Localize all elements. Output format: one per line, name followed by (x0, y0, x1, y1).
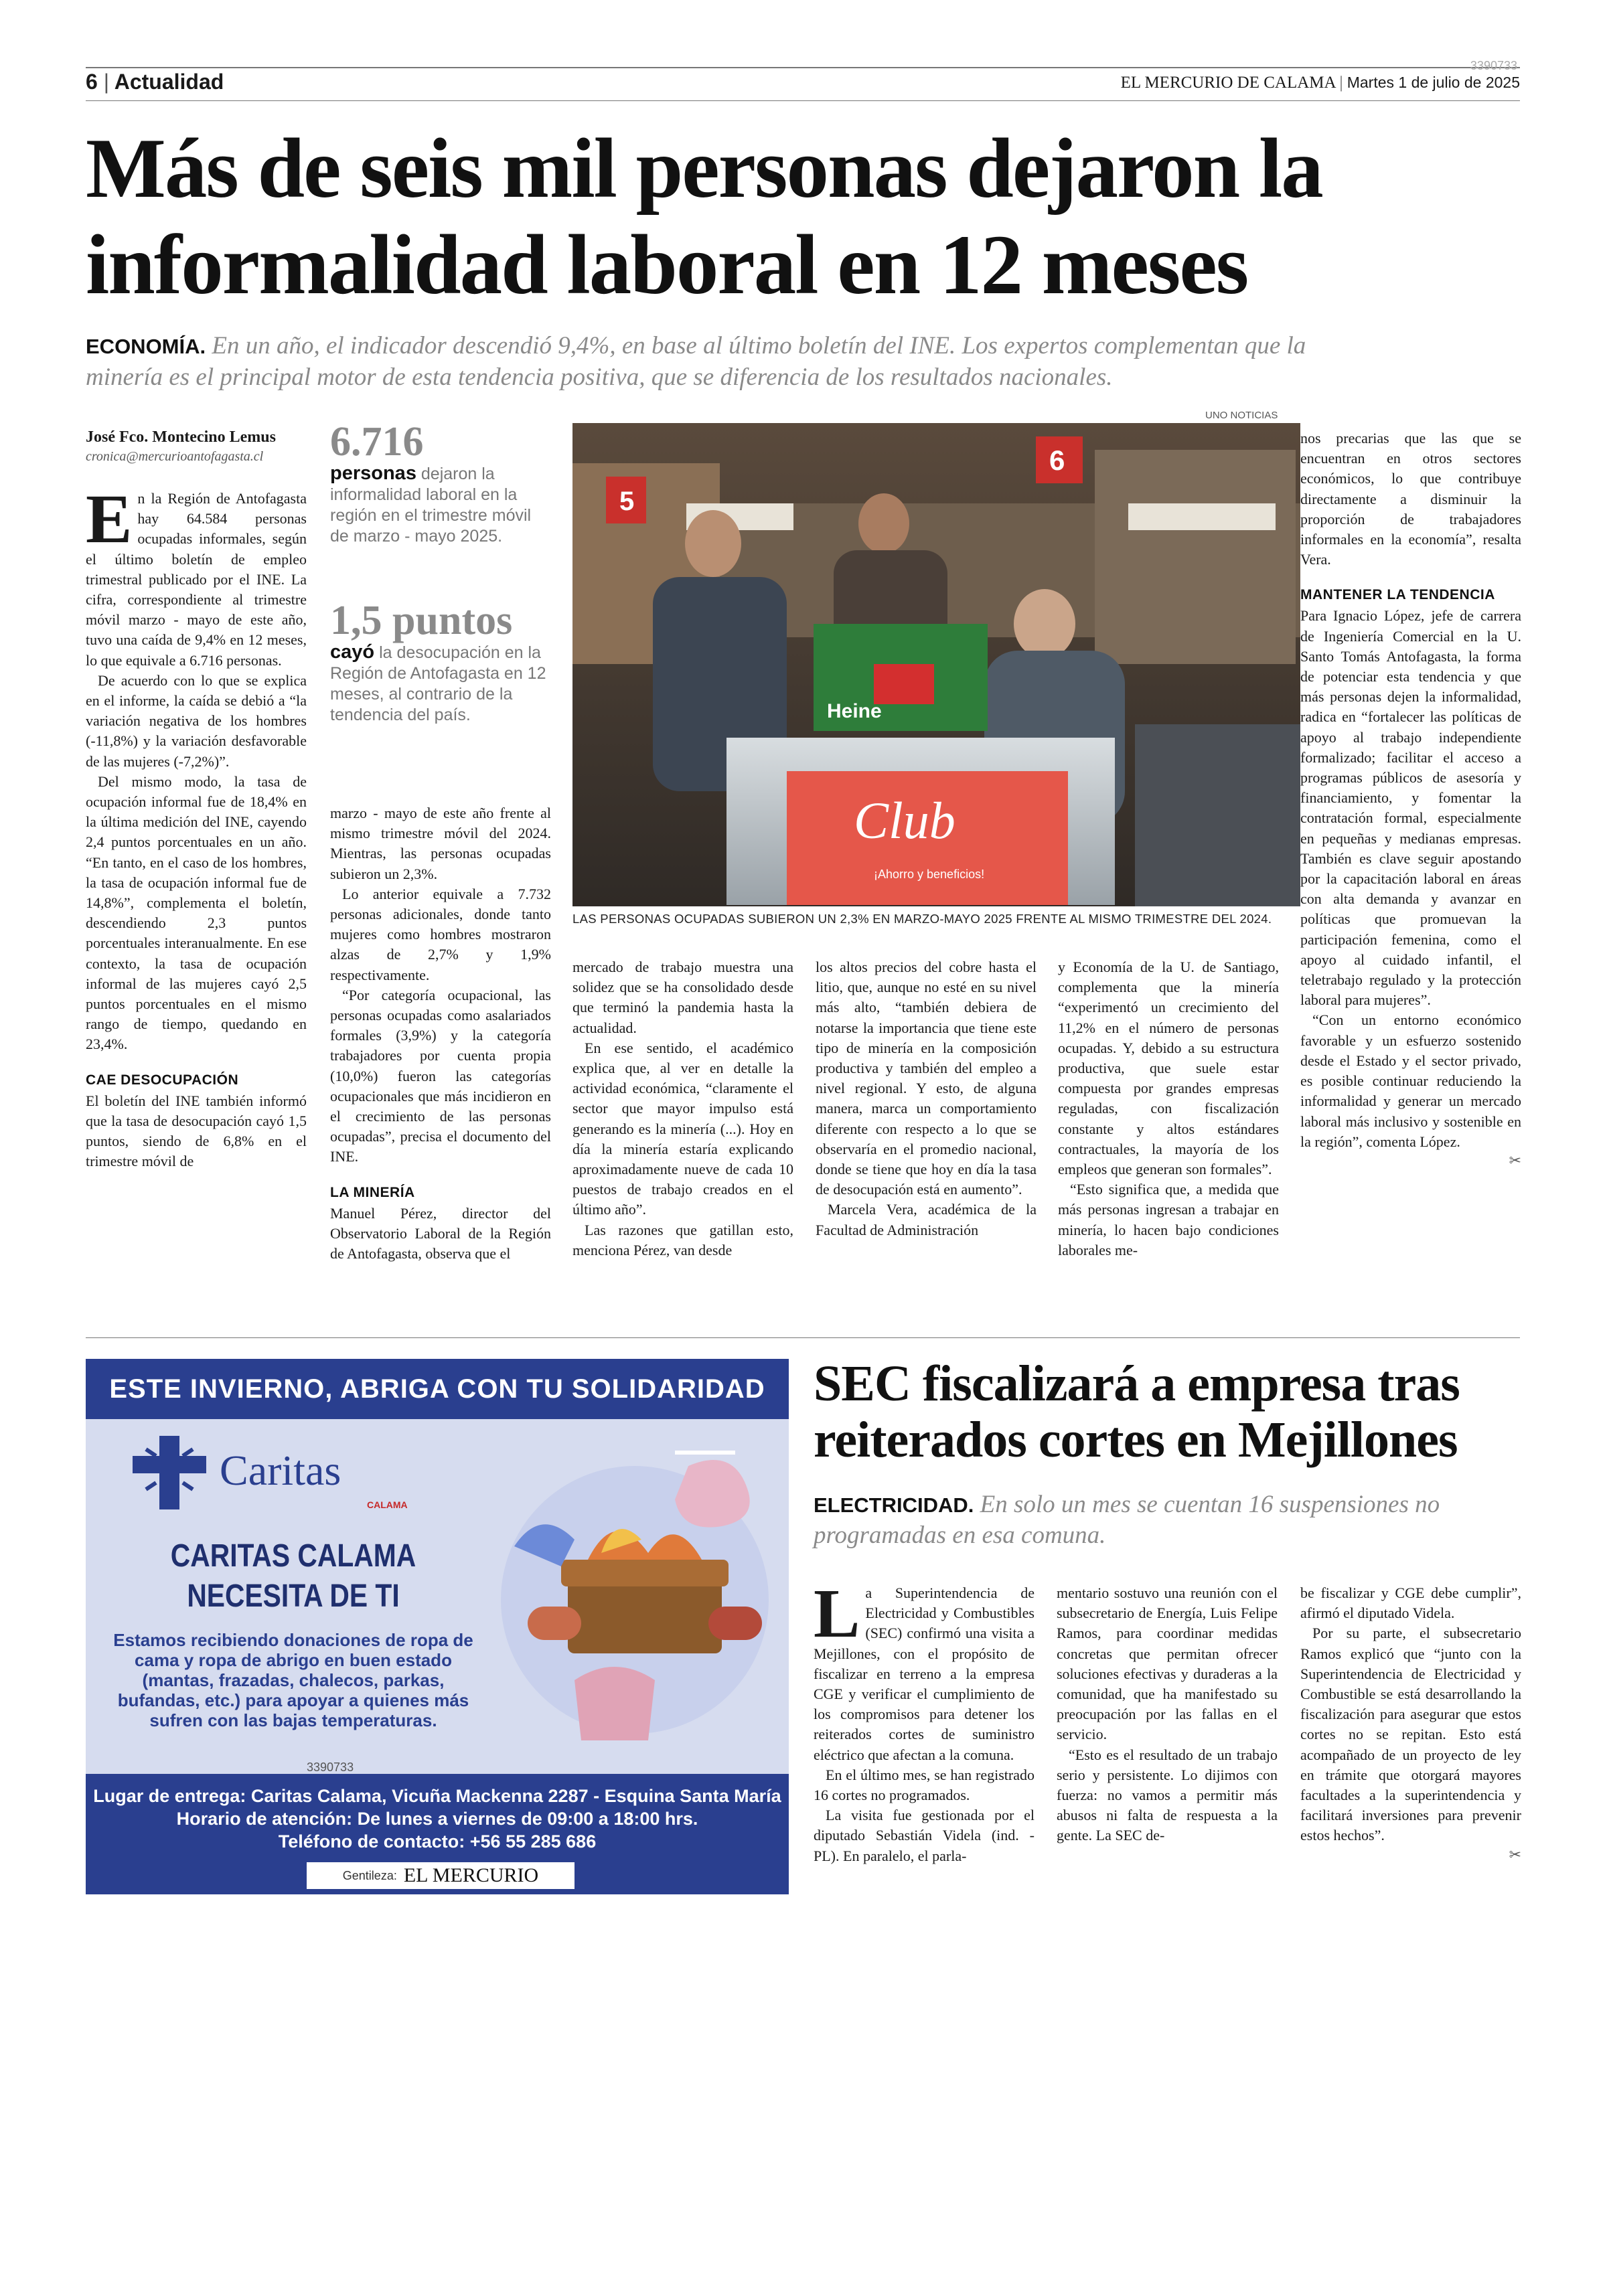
main-headline (86, 120, 1532, 313)
ad-stamp: 3390733 (307, 1760, 354, 1774)
stat1-text: dejaron la informalidad laboral en la región en el trimestre móvil de marzo - mayo 2025. (330, 465, 532, 546)
donation-box-illustration (487, 1426, 782, 1760)
page-number: 6 (86, 70, 98, 94)
svg-text:Heine: Heine (827, 700, 882, 722)
main-col-5 (1058, 957, 1279, 1260)
sec-headline-line2: reiterados cortes en Mejillones (814, 1412, 1458, 1468)
page-section: 6 | Actualidad (86, 70, 224, 94)
col6-p1: nos precarias que las que se encuentran en otros sectores económicos, lo que contribuye directamente a disminuir la proporción de trabajadores informales en la economía”, resalta Vera. (1300, 430, 1521, 568)
main-col-1 (86, 481, 307, 1172)
col2-p1: marzo - mayo de este año frente al mismo trimestre móvil del 2024. Mientras, las personas ocupadas subieron un 2,3%. (330, 805, 551, 882)
col2-p4: Manuel Pérez, director del Observatorio Laboral de la Región de Antofagasta, observa que el (330, 1204, 551, 1262)
col6-subhead: MANTENER LA TENDENCIA (1300, 587, 1495, 603)
svg-text:¡Ahorro y beneficios!: ¡Ahorro y beneficios! (874, 868, 985, 881)
col3-p1: mercado de trabajo muestra una solidez que se ha consolidado desde que terminó la pandemia hasta la actualidad. (572, 959, 793, 1036)
ad-title-line2: NECESITA DE TI (187, 1578, 400, 1614)
stat-box-1 (330, 420, 551, 547)
col1-p4: El boletín del INE también informó que la tasa de desocupación cayó 1,5 puntos, siendo de 6,8% en el trimestre móvil de (86, 1092, 307, 1170)
svg-text:6: 6 (1049, 444, 1065, 476)
sec-col3-p1: be fiscalizar y CGE debe cumplir”, afirmó el diputado Videla. (1300, 1584, 1521, 1622)
section-name: Actualidad (114, 70, 224, 94)
issue-date: Martes 1 de julio de 2025 (1347, 74, 1520, 91)
author-name: José Fco. Montecino Lemus (86, 428, 276, 446)
ad-banner: ESTE INVIERNO, ABRIGA CON TU SOLIDARIDAD (86, 1359, 789, 1419)
byline (86, 428, 307, 465)
main-deck (86, 331, 1525, 393)
supermarket-photo (572, 423, 1300, 906)
sec-deck (814, 1489, 1523, 1550)
sec-headline (814, 1356, 1537, 1468)
sec-col1-p1: a Superintendencia de Electricidad y Combustibles (SEC) confirmó una visita a Mejillones, con el propósito de fiscalizar en terreno a la empresa CGE y verificar el cumplimiento de los compromisos para detener los reiterados cortes de suministro eléctrico que afectan a la comuna. (814, 1584, 1035, 1763)
col3-p2: En ese sentido, el académico explica que, al ver en detalle la actividad económica, “claramente el sector que mayor impulso está generando es la minería (...). Hoy en día la minería estaría explicando aproximadamente nueve de cada 10 puestos de trabajo creados en el último año”. (572, 1039, 793, 1218)
dropcap-e: E (86, 481, 133, 558)
svg-text:5: 5 (619, 487, 635, 516)
ad-body: Estamos recibiendo donaciones de ropa de cama y ropa de abrigo en buen estado (mantas, frazadas, chalecos, parkas, bufandas, etc.) para apoyar a quienes más sufren con las bajas temperaturas. (113, 1630, 473, 1730)
sec-col2-p1: mentario sostuvo una reunión con el subsecretario de Energía, Luis Felipe Ramos, para coordinar medidas concretas que permitan ofrecer soluciones efectivas y duraderas a la comunidad, que ha manifestado su preocupación por las fallas en el servicio. (1057, 1584, 1278, 1743)
col1-p3: Del mismo modo, la tasa de ocupación informal fue de 18,4% en la última medición del INE, cayendo 2,4 puntos porcentuales en un año. “En tanto, en el caso de los hombres, la tasa de ocupación informal fue de 14,8%”, complementa el boletín, descendiendo 2,3 puntos porcentuales interanualmente. En ese contexto, la tasa de ocupación informal de las mujeres cayó 2,5 puntos porcentuales en el mismo rango de tiempo, quedando en 23,4%. (86, 772, 307, 1053)
dropcap-l: L (814, 1575, 860, 1652)
main-deck-line1: En un año, el indicador descendió 9,4%, en base al último boletín del INE. Los expertos complementan que la (212, 332, 1306, 359)
ad-title-line1: CARITAS CALAMA (170, 1538, 416, 1574)
stat1-number: 6.716 (330, 419, 424, 465)
ad-footer (86, 1774, 789, 1894)
col4-p1: los altos precios del cobre hasta el litio, que, aunque no esté en su nivel más alto, “también debiera de notarse la importancia que tiene este tipo de minería en la composición productiva y también del empleo a nivel regional. Y esto, de alguna manera, marca un comportamiento diferente con respecto a lo que se observaría en el promedio nacional, donde se tiene que hoy en día la tasa de desocupación está en aumento”. (816, 959, 1037, 1198)
ad-location: Lugar de entrega: Caritas Calama, Vicuña Mackenna 2287 - Esquina Santa María (93, 1786, 781, 1806)
top-rule (86, 67, 1520, 68)
col4-p2: Marcela Vera, académica de la Facultad de Administración (816, 1201, 1037, 1238)
sec-col-2 (1057, 1583, 1278, 1846)
sec-col-3 (1300, 1583, 1521, 1864)
col1-p1: n la Región de Antofagasta hay 64.584 personas ocupadas informales, según el último boletín de empleo trimestral publicado por el INE. La cifra, correspondiente al trimestre móvil marzo - mayo de este año, tuvo una caída de 9,4% en 12 meses, lo que equivale a 6.716 personas. (86, 490, 307, 669)
col5-p1: y Economía de la U. de Santiago, complementa que la minería “experimentó un crecimiento del 11,2% en el número de personas ocupadas. Y, debido a su estructura productiva, que suele estar compuesta por grandes empresas reguladas, con fiscalización constante y altos estándares contractuales, la mayoría de los empleos que generan son formales”. (1058, 959, 1279, 1178)
sec-kicker: ELECTRICIDAD. (814, 1493, 974, 1517)
ad-title (140, 1536, 447, 1617)
section-rule (86, 1337, 1520, 1338)
sec-col3-p2: Por su parte, el subsecretario Ramos explicó que “junto con la Superintendencia de Electricidad y Combustible se está desarrollando la fiscalización para asegurar que estos cortes no se repitan. Esto está acompañado de un proyecto de ley en trámite que otorgará mayores facultades a la superintendencia y facilitará inversiones para prevenir estos hechos”. (1300, 1625, 1521, 1844)
main-col-3 (572, 957, 793, 1260)
main-deck-line2: minería es el principal motor de esta tendencia positiva, que se diferencia de los resultados nacionales. (86, 363, 1113, 391)
main-col-6 (1300, 428, 1521, 1169)
stat-box-2 (330, 599, 551, 726)
ad-courtesy (307, 1862, 575, 1889)
col2-subhead: LA MINERÍA (330, 1184, 415, 1200)
stat2-number: 1,5 puntos (330, 598, 513, 643)
col2-p2: Lo anterior equivale a 7.732 personas adicionales, donde tanto mujeres como hombres mostraron alzas de 2,7% y 1,9% respectivamente. (330, 885, 551, 983)
col6-p3: “Con un entorno económico favorable y un esfuerzo sostenido desde el Estado y el sector privado, es posible continuar reduciendo la informalidad y generar un mercado laboral más inclusivo y sostenible en la región”, comenta López. (1300, 1011, 1521, 1150)
sec-deck-line1: En solo un mes se cuentan 16 suspensiones no (980, 1491, 1440, 1518)
author-email: cronica@mercurioantofagasta.cl (86, 449, 264, 464)
checkout-scene-image (572, 423, 1300, 906)
caritas-cross-icon (126, 1436, 213, 1509)
sec-col-1 (814, 1575, 1035, 1866)
sec-col2-p2: “Esto es el resultado de un trabajo serio y persistente. Lo dijimos con fuerza: no vamos a permitir más abusos ni falta de respuesta a la gente. La SEC de- (1057, 1746, 1278, 1844)
sec-col1-p2: En el último mes, se han registrado 16 cortes no programados. (814, 1766, 1035, 1804)
main-col-2 (330, 803, 551, 1264)
col6-p2: Para Ignacio López, jefe de carrera de Ingeniería Comercial en la U. Santo Tomás Antofagasta, la forma de potenciar esta tendencia y que más personas dejen la informalidad, radica en “fortalecer las políticas de apoyo al trabajo independiente formalizado; facilitar el acceso a programas públicos de asesoría y financiamiento, y fomentar la contratación formal, especialmente en pequeñas y medianas empresas. También es clave seguir apostando por la capacitación laboral en áreas con alta demanda y avanzar en políticas que promuevan la participación femenina, como el apoyo al cuidado infantil, el teletrabajo regulado y la protección laboral para mujeres”. (1300, 607, 1521, 1009)
stat1-bold: personas (330, 463, 416, 484)
main-headline-line2: informalidad laboral en 12 meses (86, 218, 1248, 312)
sec-headline-line1: SEC fiscalizará a empresa tras (814, 1356, 1460, 1412)
stat2-bold: cayó (330, 641, 375, 663)
main-headline-line1: Más de seis mil personas dejaron la (86, 122, 1322, 216)
stamp-number: 3390733 (1470, 59, 1517, 72)
caritas-logo-sub: CALAMA (367, 1499, 408, 1510)
paper-name: EL MERCURIO DE CALAMA (1120, 74, 1336, 92)
col2-p3: “Por categoría ocupacional, las personas ocupadas como asalariados formales (3,9%) y la categoría trabajadores por cuenta propia (10,0%) fueron las categorías ocupacionales que más incidieron en el crecimiento de las personas ocupadas”, precisa el documento del INE. (330, 986, 551, 1165)
caritas-logo: Caritas (220, 1447, 341, 1494)
stat2-text: la desocupación en la Región de Antofagasta en 12 meses, al contrario de la tendencia del país. (330, 643, 546, 724)
end-mark-icon: ✂ (1509, 1151, 1521, 1169)
ad-contact (86, 1774, 789, 1853)
ad-hours: Horario de atención: De lunes a viernes de 09:00 a 18:00 hrs. (176, 1809, 698, 1829)
photo-caption: LAS PERSONAS OCUPADAS SUBIERON UN 2,3% EN MARZO-MAYO 2025 FRENTE AL MISMO TRIMESTRE DEL 2024. (572, 912, 1272, 926)
ad-phone: Teléfono de contacto: +56 55 285 686 (278, 1831, 597, 1852)
ad-courtesy-label: Gentileza: (342, 1868, 397, 1882)
col1-p2: De acuerdo con lo que se explica en el informe, la caída se debió a “la variación negativa de los hombres (-11,8%) y la variación desfavorable de las mujeres (-7,2%)”. (86, 671, 307, 770)
header-rule (86, 100, 1520, 101)
sec-end-mark-icon: ✂ (1509, 1846, 1521, 1863)
photo-credit: UNO NOTICIAS (1205, 410, 1278, 421)
paper-date: EL MERCURIO DE CALAMA | Martes 1 de julio de 2025 (1120, 74, 1520, 92)
col3-p3: Las razones que gatillan esto, menciona Pérez, van desde (572, 1221, 793, 1258)
main-col-4 (816, 957, 1037, 1240)
sec-col1-p3: La visita fue gestionada por el diputado Sebastián Videla (ind. - PL). En paralelo, el parla- (814, 1807, 1035, 1864)
col5-p2: “Esto significa que, a medida que más personas ingresan a trabajar en minería, lo hacen bajo condiciones laborales me- (1058, 1181, 1279, 1258)
ad-courtesy-paper: EL MERCURIO (403, 1864, 539, 1886)
caritas-ad (86, 1359, 789, 1894)
svg-text:Club: Club (854, 791, 955, 849)
sec-deck-line2: programadas en esa comuna. (814, 1522, 1106, 1549)
col1-subhead: CAE DESOCUPACIÓN (86, 1072, 239, 1088)
main-kicker: ECONOMÍA. (86, 335, 206, 358)
